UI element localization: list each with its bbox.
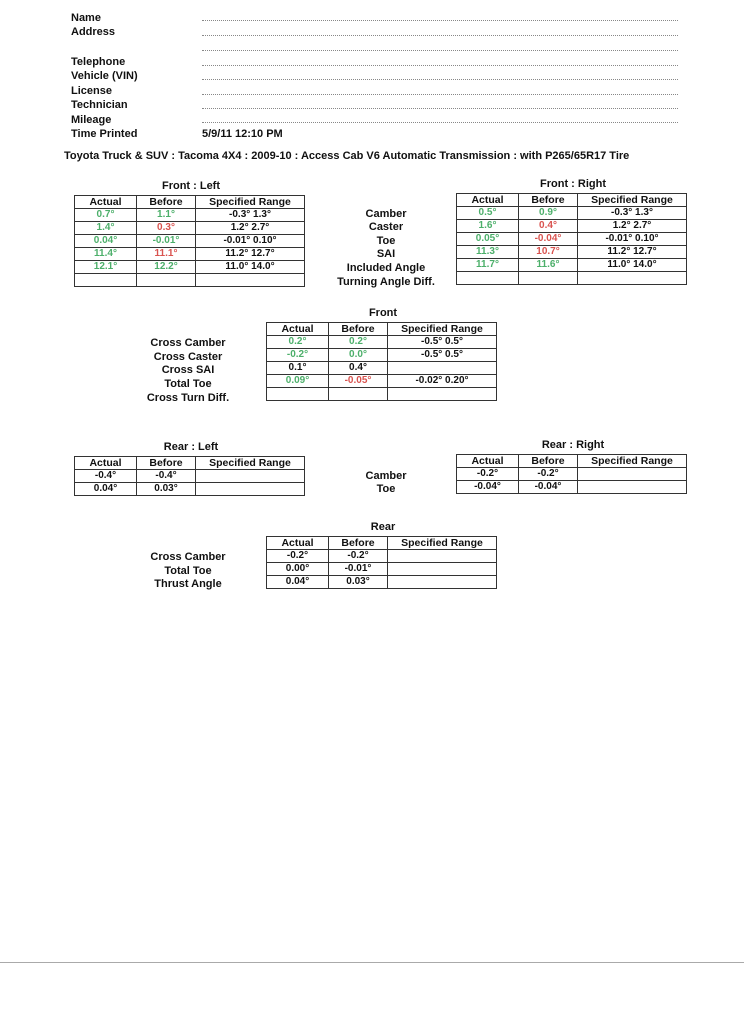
measurement-row xyxy=(267,349,497,362)
telephone-field[interactable] xyxy=(202,65,678,66)
spec-range-value xyxy=(196,483,305,496)
spec-range-value xyxy=(196,470,305,483)
measurement-row xyxy=(75,248,305,261)
spec-range-value xyxy=(578,481,687,494)
spec-range-value xyxy=(578,468,687,481)
measurement-row xyxy=(75,483,305,496)
before-value: -0.04° xyxy=(519,233,578,246)
cross-camber-label: Cross Camber xyxy=(150,337,226,349)
toe-label: Toe xyxy=(376,235,396,247)
before-header: Before xyxy=(137,457,196,470)
measurement-row xyxy=(267,375,497,388)
cross-sai-label: Cross SAI xyxy=(161,364,215,376)
thrust-angle-label: Thrust Angle xyxy=(154,578,222,590)
rear-total-toe-label: Total Toe xyxy=(164,565,212,577)
measurement-row xyxy=(457,220,687,233)
measurement-row xyxy=(457,233,687,246)
cross-turn-diff-label: Cross Turn Diff. xyxy=(146,392,230,404)
spec-header: Specified Range xyxy=(388,537,497,550)
measurement-row xyxy=(75,235,305,248)
before-value: -0.01° xyxy=(329,563,388,576)
spec-header: Specified Range xyxy=(196,196,305,209)
rear-left-title: Rear : Left xyxy=(163,441,219,453)
measurement-row xyxy=(267,336,497,349)
before-header: Before xyxy=(519,194,578,207)
actual-value: 0.2° xyxy=(267,336,329,349)
address-field[interactable] xyxy=(202,35,678,36)
rear-cross-camber-label: Cross Camber xyxy=(150,551,226,563)
actual-header: Actual xyxy=(457,455,519,468)
before-value: -0.2° xyxy=(519,468,578,481)
vehicle-spec-title: Toyota Truck & SUV : Tacoma 4X4 : 2009-10 : Access Cab V6 Automatic Transmission : with P265/65R17 Tire xyxy=(64,150,630,162)
spec-range-value: 11.0° 14.0° xyxy=(196,261,305,274)
before-value: 0.4° xyxy=(519,220,578,233)
actual-value xyxy=(267,388,329,401)
mileage-label: Mileage xyxy=(71,114,112,126)
measurement-row xyxy=(267,362,497,375)
actual-value: 0.1° xyxy=(267,362,329,375)
rear-toe-label: Toe xyxy=(376,483,396,495)
measurement-row xyxy=(75,209,305,222)
vin-field[interactable] xyxy=(202,79,678,80)
before-value: -0.04° xyxy=(519,481,578,494)
measurement-row xyxy=(267,388,497,401)
time-printed-label: Time Printed xyxy=(71,128,138,140)
address-label: Address xyxy=(71,26,116,38)
actual-value: 12.1° xyxy=(75,261,137,274)
before-value: -0.2° xyxy=(329,550,388,563)
measurement-row xyxy=(457,272,687,285)
before-header: Before xyxy=(329,537,388,550)
before-value: 10.7° xyxy=(519,246,578,259)
actual-value xyxy=(75,274,137,287)
measurement-row xyxy=(267,576,497,589)
measurement-row xyxy=(457,259,687,272)
measurement-row xyxy=(75,470,305,483)
actual-value: 0.7° xyxy=(75,209,137,222)
spec-header: Specified Range xyxy=(196,457,305,470)
spec-range-value xyxy=(388,576,497,589)
measurement-row xyxy=(457,481,687,494)
spec-range-value xyxy=(196,274,305,287)
actual-value: 0.04° xyxy=(75,483,137,496)
spec-range-value xyxy=(578,272,687,285)
spec-range-value: -0.3° 1.3° xyxy=(196,209,305,222)
measurement-row xyxy=(457,246,687,259)
measurement-row xyxy=(457,468,687,481)
spec-range-value: 11.2° 12.7° xyxy=(196,248,305,261)
before-header: Before xyxy=(519,455,578,468)
before-value: 0.03° xyxy=(137,483,196,496)
spec-header: Specified Range xyxy=(388,323,497,336)
actual-header: Actual xyxy=(267,537,329,550)
address-field-2[interactable] xyxy=(202,50,678,51)
spec-range-value: -0.01° 0.10° xyxy=(196,235,305,248)
time-printed-value: 5/9/11 12:10 PM xyxy=(202,128,283,140)
turning-angle-diff-label: Turning Angle Diff. xyxy=(337,276,435,288)
actual-value: -0.2° xyxy=(267,349,329,362)
mileage-field[interactable] xyxy=(202,122,678,123)
before-header: Before xyxy=(329,323,388,336)
before-header: Before xyxy=(137,196,196,209)
measurement-row xyxy=(75,274,305,287)
rear-left-table xyxy=(74,456,305,496)
license-label: License xyxy=(71,85,112,97)
actual-header: Actual xyxy=(75,196,137,209)
spec-range-value: -0.5° 0.5° xyxy=(388,336,497,349)
actual-value: -0.04° xyxy=(457,481,519,494)
actual-value: 1.6° xyxy=(457,220,519,233)
before-value: 0.3° xyxy=(137,222,196,235)
spec-range-value: 1.2° 2.7° xyxy=(578,220,687,233)
measurement-row xyxy=(75,261,305,274)
spec-range-value xyxy=(388,388,497,401)
before-value xyxy=(137,274,196,287)
actual-value: 0.09° xyxy=(267,375,329,388)
rear-right-title: Rear : Right xyxy=(541,439,605,451)
spec-range-value: 11.0° 14.0° xyxy=(578,259,687,272)
actual-value: -0.2° xyxy=(457,468,519,481)
before-value: 12.2° xyxy=(137,261,196,274)
spec-range-value: -0.01° 0.10° xyxy=(578,233,687,246)
front-left-title: Front : Left xyxy=(161,180,221,192)
cross-caster-label: Cross Caster xyxy=(153,351,223,363)
spec-range-value: -0.3° 1.3° xyxy=(578,207,687,220)
actual-value: -0.2° xyxy=(267,550,329,563)
sai-label: SAI xyxy=(376,248,396,260)
front-right-table xyxy=(456,193,687,285)
before-value xyxy=(329,388,388,401)
actual-value: 11.3° xyxy=(457,246,519,259)
front-right-title: Front : Right xyxy=(540,178,606,190)
measurement-row xyxy=(75,222,305,235)
before-value: -0.01° xyxy=(137,235,196,248)
camber-label: Camber xyxy=(365,208,407,220)
measurement-row xyxy=(267,563,497,576)
actual-value: 0.05° xyxy=(457,233,519,246)
spec-range-value: 1.2° 2.7° xyxy=(196,222,305,235)
license-field[interactable] xyxy=(202,94,678,95)
included-angle-label: Included Angle xyxy=(346,262,426,274)
before-value: 0.2° xyxy=(329,336,388,349)
rear-camber-label: Camber xyxy=(365,470,407,482)
before-value: 0.0° xyxy=(329,349,388,362)
actual-value: 0.04° xyxy=(267,576,329,589)
actual-value: 1.4° xyxy=(75,222,137,235)
before-value: 11.6° xyxy=(519,259,578,272)
rear-cross-table xyxy=(266,536,497,589)
before-value: 11.1° xyxy=(137,248,196,261)
page-bottom-divider xyxy=(0,962,744,963)
technician-field[interactable] xyxy=(202,108,678,109)
front-cross-title: Front xyxy=(368,307,398,319)
measurement-row xyxy=(457,207,687,220)
spec-range-value: -0.02° 0.20° xyxy=(388,375,497,388)
name-label: Name xyxy=(71,12,101,24)
actual-value xyxy=(457,272,519,285)
before-value: 0.03° xyxy=(329,576,388,589)
front-left-table xyxy=(74,195,305,287)
actual-value: 0.5° xyxy=(457,207,519,220)
total-toe-label: Total Toe xyxy=(164,378,212,390)
spec-range-value xyxy=(388,563,497,576)
before-value: 1.1° xyxy=(137,209,196,222)
technician-label: Technician xyxy=(71,99,128,111)
before-value: -0.05° xyxy=(329,375,388,388)
spec-header: Specified Range xyxy=(578,455,687,468)
before-value xyxy=(519,272,578,285)
spec-range-value: -0.5° 0.5° xyxy=(388,349,497,362)
actual-value: 11.7° xyxy=(457,259,519,272)
telephone-label: Telephone xyxy=(71,56,126,68)
spec-header: Specified Range xyxy=(578,194,687,207)
spec-range-value xyxy=(388,362,497,375)
rear-cross-title: Rear xyxy=(370,521,396,533)
actual-value: -0.4° xyxy=(75,470,137,483)
before-value: 0.4° xyxy=(329,362,388,375)
before-value: 0.9° xyxy=(519,207,578,220)
spec-range-value: 11.2° 12.7° xyxy=(578,246,687,259)
actual-value: 0.04° xyxy=(75,235,137,248)
vin-label: Vehicle (VIN) xyxy=(71,70,138,82)
measurement-row xyxy=(267,550,497,563)
front-cross-table xyxy=(266,322,497,401)
rear-right-table xyxy=(456,454,687,494)
actual-header: Actual xyxy=(75,457,137,470)
actual-header: Actual xyxy=(457,194,519,207)
spec-range-value xyxy=(388,550,497,563)
actual-value: 11.4° xyxy=(75,248,137,261)
caster-label: Caster xyxy=(368,221,404,233)
name-field[interactable] xyxy=(202,20,678,21)
actual-value: 0.00° xyxy=(267,563,329,576)
actual-header: Actual xyxy=(267,323,329,336)
before-value: -0.4° xyxy=(137,470,196,483)
